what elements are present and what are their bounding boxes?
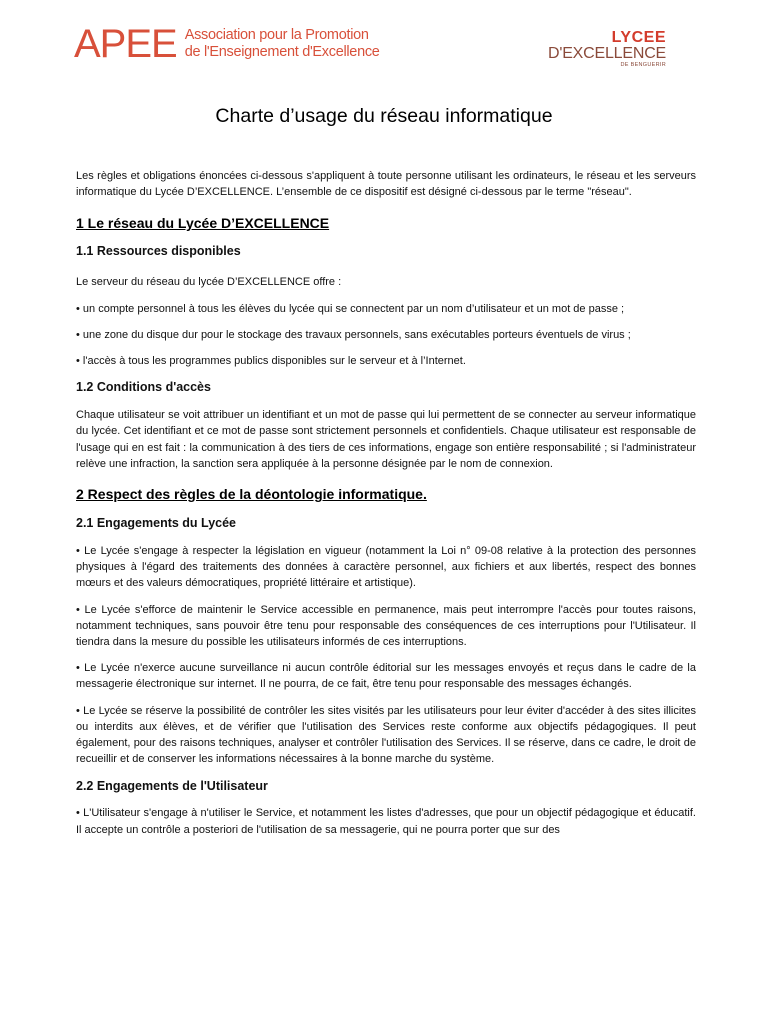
lycee-logo-line-1: LYCEE <box>611 29 666 46</box>
apee-name-line-2: de l'Enseignement d'Excellence <box>184 44 380 60</box>
section-2-heading: 2 Respect des règles de la déontologie informatique. <box>76 486 427 503</box>
section-1-2-heading: 1.2 Conditions d'accès <box>76 380 211 395</box>
section-2-1-paragraph-3: • Le Lycée n'exerce aucune surveillance ni aucun contrôle éditorial sur les messages envoyés et reçus dans le cadre de la messagerie électronique sur internet. Il ne pourra, de ce fait, être tenu pour responsable des messages échangés. <box>76 662 696 691</box>
section-2-1-paragraph-2: • Le Lycée s'efforce de maintenir le Service accessible en permanence, mais peut interrompre l'accès pour toutes raisons, notamment techniques, sans pouvoir être tenu pour responsable des conséquences de ces interruptions pour l'Utilisateur. Il tiendra dans la mesure du possible les utilisateurs informés de ces interruptions. <box>76 603 696 649</box>
document-title: Charte d’usage du réseau informatique <box>215 105 553 127</box>
section-2-1-heading: 2.1 Engagements du Lycée <box>76 516 237 531</box>
section-1-1-heading: 1.1 Ressources disponibles <box>76 244 241 259</box>
section-1-1-lead: Le serveur du réseau du lycée D’EXCELLENCE offre : <box>76 276 342 289</box>
section-1-heading: 1 Le réseau du Lycée D’EXCELLENCE <box>76 215 330 232</box>
section-1-2-paragraph: Chaque utilisateur se voit attribuer un identifiant et un mot de passe qui lui permettent de se connecter au serveur informatique du lycée. Cet identifiant et ce mot de passe sont strictement personnels et confidentiels. Chaque utilisateur est responsable de l'usage qui en est fait : la communication à des tiers de ces informations, engage son entière responsabilité ; si l'administrateur relève une infraction, la sanction sera appliquée à la personne désignée par le nom de connexion. <box>76 409 696 470</box>
apee-logo <box>74 24 380 64</box>
lycee-logo-line-2: D'EXCELLENCE <box>548 45 667 62</box>
section-1-1-bullet-3: • l'accès à tous les programmes publics disponibles sur le serveur et à l’Internet. <box>76 355 466 368</box>
document-body <box>76 168 696 838</box>
apee-name-line-1: Association pour la Promotion <box>184 27 369 43</box>
apee-logo-text <box>185 27 380 61</box>
lycee-logo <box>548 30 666 69</box>
section-1-1-bullet-2: • une zone du disque dur pour le stockage des travaux personnels, sans exécutables porteurs éventuels de virus ; <box>76 328 631 341</box>
section-2-2-paragraph-1: • L'Utilisateur s'engage à n'utiliser le Service, et notamment les listes d'adresses, que pour un objectif pédagogique et éducatif. Il accepte un contrôle a posteriori de l'utilisation de sa messagerie, qui ne pourra porter que sur des <box>76 807 696 836</box>
lycee-logo-line-3: DE BENGUERIR <box>620 62 666 68</box>
section-2-1-paragraph-4: • Le Lycée se réserve la possibilité de contrôler les sites visités par les utilisateurs pour leur éviter d'accéder à des sites illicites ou interdits aux élèves, et de vérifier que l'utilisation des Services reste conforme aux objectifs pédagogiques. Il peut également, pour des raisons techniques, analyser et contrôler l'utilisation des Services. Il se réserve, dans ce cadre, le droit de recueillir et de conserver les informations nécessaires à la bonne marche du système. <box>76 704 696 766</box>
apee-logo-mark: APEE <box>74 22 177 66</box>
intro-paragraph: Les règles et obligations énoncées ci-dessous s'appliquent à toute personne utilisant les ordinateurs, le réseau et les serveurs informatique du Lycée D’EXCELLENCE. L’ensemble de ce dispositif est désigné ci-dessous par le terme "réseau". <box>76 170 696 199</box>
section-2-2-heading: 2.2 Engagements de l'Utilisateur <box>76 779 268 794</box>
section-2-1-paragraph-1: • Le Lycée s'engage à respecter la législation en vigueur (notamment la Loi n° 09-08 relative à la protection des personnes physiques à l'égard des traitements des données à caractère personnel, aux fichiers et aux libertés, respect des bonnes mœurs et des valeurs démocratiques, propriété littéraire et artistique). <box>76 545 696 590</box>
section-1-1-bullet-1: • un compte personnel à tous les élèves du lycée qui se connectent par un nom d’utilisateur et un mot de passe ; <box>76 302 625 315</box>
